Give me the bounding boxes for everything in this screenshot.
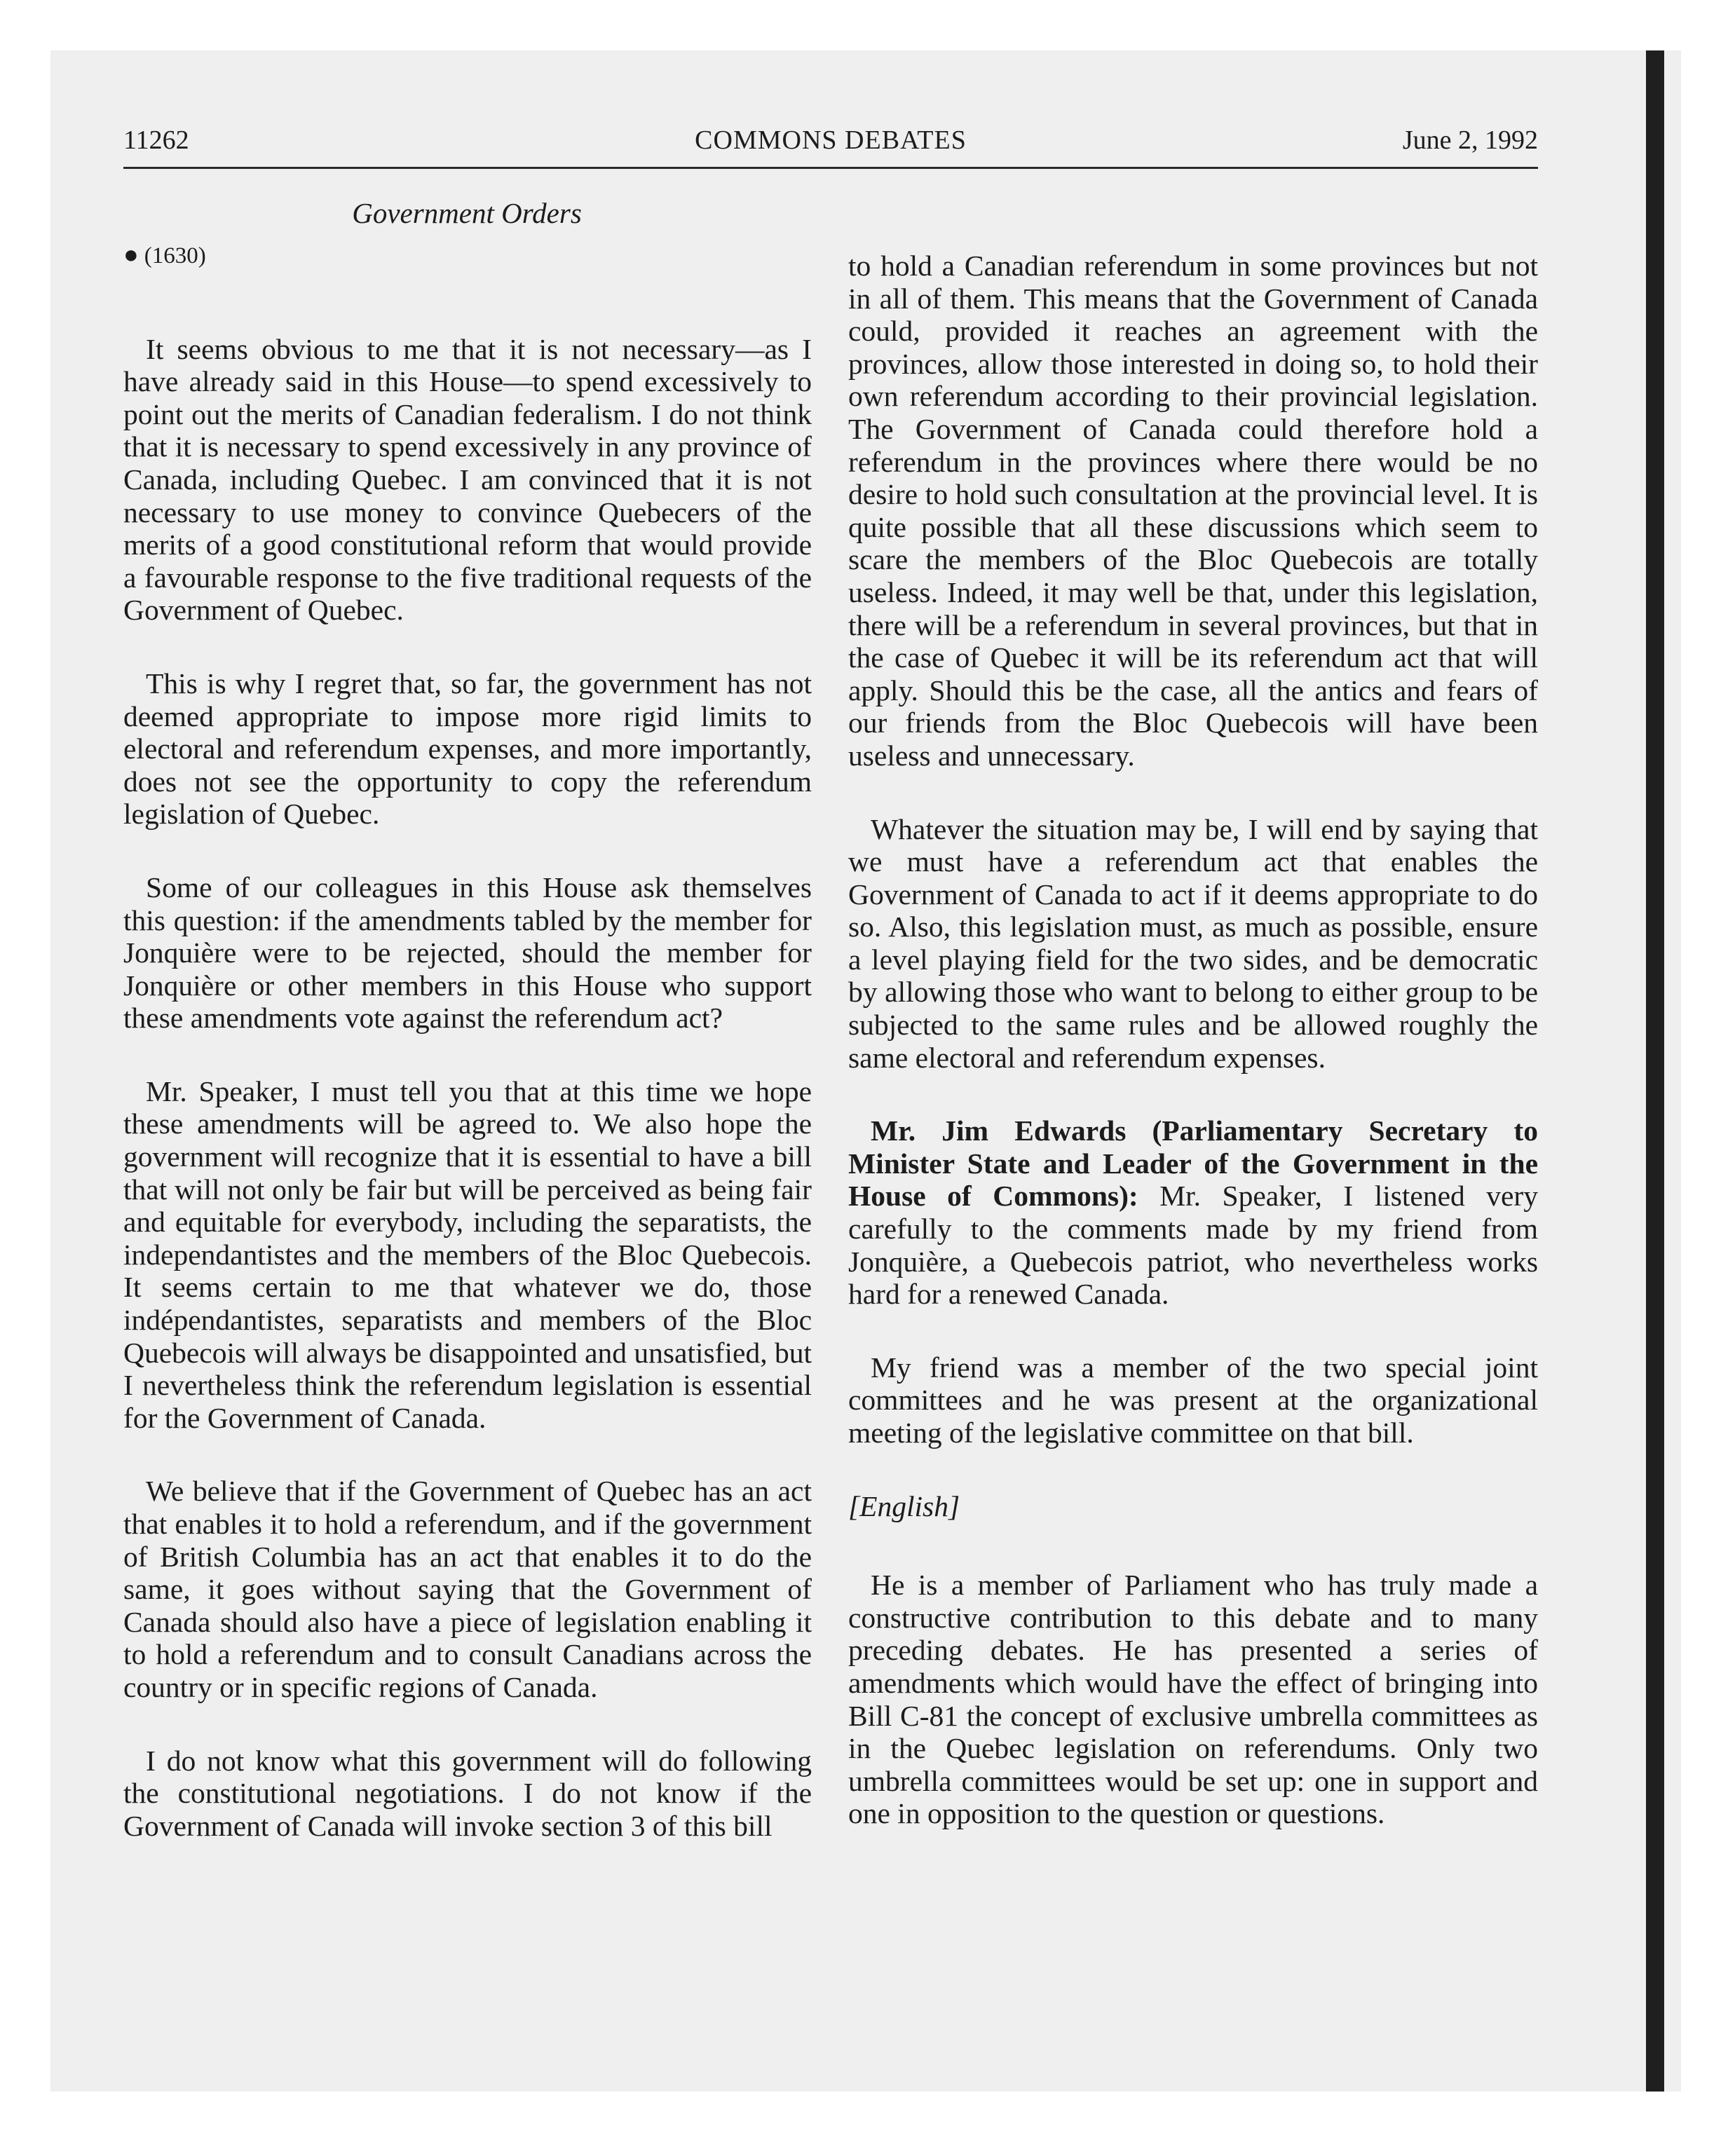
paragraph-continuation: to hold a Canadian referendum in some provinces but not in all of them. This means that the Government of Canada could, provided it reaches an agreement with the provinces, allow those interested in doing so, to hold their own referendum according to their provincial legislation. The Government of Canada could therefore hold a referendum in the provinces where there would be no desire to hold such consultation at the provincial level. It is quite possible that all these discussions which seem to scare the members of the Bloc Quebecois are totally useless. Indeed, it may well be that, under this legislation, there will be a referendum in several provinces, but that in the case of Quebec it will be its referendum act that will apply. Should this be the case, all the antics and fears of our friends from the Bloc Quebecois will have been useless and unnecessary. [848, 250, 1538, 772]
speaker-paragraph [848, 1114, 1538, 1311]
paragraph: I do not know what this government will do following the constitutional negotiations. I do not know if the Government of Canada will invoke section 3 of this bill [123, 1744, 812, 1842]
section-title: Government Orders [352, 197, 582, 229]
paragraph: Whatever the situation may be, I will end by saying that we must have a referendum act that enables the Government of Canada to act if it deems appropriate to do so. Also, this legislation must, as much as possible, ensure a level playing field for the two sides, and be democratic by allowing those who want to belong to either group to be subjected to the same rules and be allowed roughly the same electoral and referendum expenses. [848, 812, 1538, 1074]
publication-title: COMMONS DEBATES [695, 125, 967, 155]
speaker-name: Mr. Jim Edwards (Parliamentary Secretary to Minister State and Leader of the Government in the House of Commons): [848, 1114, 1538, 1213]
timestamp-marker [123, 238, 812, 273]
paragraph: Some of our colleagues in this House ask themselves this question: if the amendments tabled by the member for Jonquière were to be rejected, should the member for Jonquière or other members in this House who support these amendments vote against the referendum act? [123, 871, 812, 1035]
paragraph: This is why I regret that, so far, the government has not deemed appropriate to impose more rigid limits to electoral and referendum expenses, and more importantly, does not see the opportunity to copy the referendum legislation of Quebec. [123, 667, 812, 831]
paragraph: It seems obvious to me that it is not necessary—as I have already said in this House—to spend excessively to point out the merits of Canadian federalism. I do not think that it is necessary to spend excessively in any province of Canada, including Quebec. I am convinced that it is not necessary to use money to convince Quebecers of the merits of a good constitutional reform that would provide a favourable response to the five traditional requests of the Government of Quebec. [123, 332, 812, 627]
page-number: 11262 [123, 125, 189, 155]
scan-edge-shadow [1646, 50, 1664, 2092]
bullet-icon: ● [123, 240, 139, 268]
speaker-text: Mr. Speaker, I listened very carefully to the comments made by my friend from Jonquière, a Quebecois patriot, who nevertheless works hard for a renewed Canada. [848, 1180, 1538, 1311]
paragraph: He is a member of Parliament who has truly made a constructive contribution to this debate and to many preceding debates. He has presented a series of amendments which would have the effect of bringing into Bill C-81 the concept of exclusive umbrella committees as in the Quebec legislation on referendums. Only two umbrella committees would be set up: one in support and one in opposition to the question or questions. [848, 1569, 1538, 1830]
paragraph: Mr. Speaker, I must tell you that at this time we hope these amendments will be agreed to. We also hope the government will recognize that it is essential to have a bill that will not only be fair but will be perceived as being fair and equitable for everybody, including the separatists, the independantistes and the members of the Bloc Quebecois. It seems certain to me that whatever we do, those indépendantistes, separatists and members of the Bloc Quebecois will always be disappointed and unsatisfied, but I nevertheless think the referendum legislation is essential for the Government of Canada. [123, 1074, 812, 1434]
page-header [123, 125, 1538, 169]
left-column [123, 238, 812, 1883]
timestamp-text: (1630) [144, 243, 206, 268]
paragraph: We believe that if the Government of Quebec has an act that enables it to hold a referendum, and if the government of British Columbia has an act that enables it to do the same, it goes without saying that the Government of Canada should also have a piece of legislation enabling it to hold a referendum and to consult Canadians across the country or in specific regions of Canada. [123, 1475, 812, 1703]
right-column [848, 250, 1538, 1871]
header-date: June 2, 1992 [1402, 125, 1538, 155]
language-marker: [English] [848, 1489, 960, 1522]
paragraph: My friend was a member of the two special joint committees and he was present at the organizational meeting of the legislative committee on that bill. [848, 1351, 1538, 1449]
